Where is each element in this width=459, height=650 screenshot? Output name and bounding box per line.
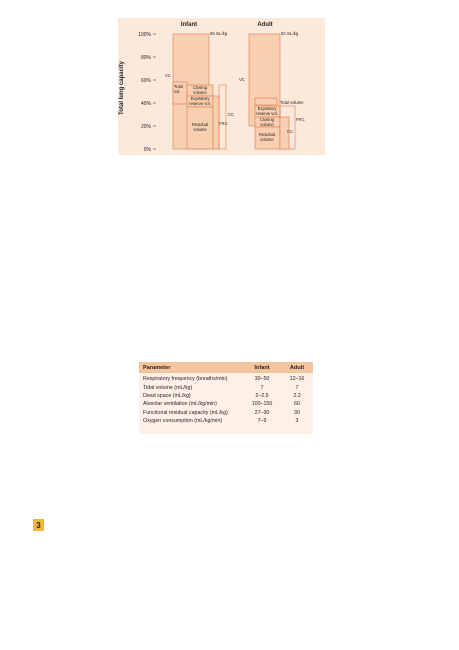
table-cell: Dead space (mL/kg) (143, 392, 191, 399)
adult-header: Adult (257, 22, 273, 28)
infant-top-label: 65 mL/kg (210, 31, 228, 36)
adult-tidal-label: Tidal volume (280, 100, 304, 105)
table-row (139, 383, 313, 391)
table-cell: 3 (295, 418, 299, 425)
header-infant: Infant (254, 364, 270, 371)
table-cell: 30 (294, 409, 300, 416)
table-cell: 27–30 (254, 409, 270, 416)
table-cell: Oxygen consumption (mL/kg/min) (143, 418, 223, 425)
y-axis-title: Total lung capacity (119, 61, 125, 115)
table-header-row (139, 362, 313, 373)
table-cell: 100–150 (251, 401, 273, 408)
table-cell: 30–50 (254, 376, 270, 383)
header-adult: Adult (289, 364, 305, 371)
table-cell: 7 (260, 384, 264, 391)
infant-header: Infant (180, 22, 198, 28)
infant-vc-label: VC (165, 73, 171, 78)
infant-cc-label: CC (228, 112, 235, 117)
table-cell: Respiratory frequency (breaths/min) (143, 376, 228, 383)
y-tick-label: 40% (140, 101, 151, 107)
infant-residual-label: Residual (191, 122, 209, 127)
infant-residual-label: volume (193, 127, 207, 132)
table-cell: 2.2 (293, 392, 301, 399)
table-cell: Alveolar ventilation (mL/kg/min) (143, 401, 217, 408)
lung-volume-figure (118, 18, 325, 155)
y-tick-label: 0% (143, 147, 151, 153)
adult-residual-label: volume (260, 137, 274, 142)
lung-volume-diagram (118, 18, 325, 155)
adult-column (239, 22, 305, 149)
table-cell: 60 (294, 401, 300, 408)
infant-closing-label: volume (193, 90, 207, 95)
table-cell: 7 (295, 384, 299, 391)
infant-frc-label: FRC (219, 121, 228, 126)
table-cell: Tidal volume (mL/kg) (143, 384, 193, 391)
infant-column (165, 22, 234, 149)
adult-frc-label: FRC (296, 117, 305, 122)
adult-expiratory-label: Expiratory (257, 106, 277, 111)
infant-cc-box (219, 85, 226, 149)
infant-expiratory-label: Expiratory (190, 96, 210, 101)
table-cell: 12–16 (289, 376, 305, 383)
adult-cc-label: CC (287, 129, 294, 134)
table-row (139, 392, 313, 400)
table-row (139, 417, 313, 425)
adult-top-label: 82 mL/kg (281, 31, 299, 36)
infant-tidal-label: vol. (174, 89, 181, 94)
table-row (139, 375, 313, 383)
infant-tidal-label: Tidal (174, 84, 183, 89)
section-number-badge: 3 (33, 519, 44, 531)
respiratory-parameters-table (139, 362, 313, 434)
table-row (139, 400, 313, 408)
adult-expiratory-label: reserve vol. (256, 111, 278, 116)
table-row (139, 409, 313, 417)
y-axis (138, 32, 156, 153)
y-tick-label: 100% (138, 32, 151, 38)
adult-closing-label: Closing (260, 117, 274, 122)
y-tick-label: 80% (140, 55, 151, 61)
table-cell: 7–9 (257, 418, 267, 425)
header-parameter: Parameter (143, 364, 171, 371)
adult-vc-label: VC (239, 77, 245, 82)
table-cell: Functional residual capacity (mL/kg) (143, 409, 228, 416)
y-tick-label: 60% (140, 78, 151, 84)
infant-closing-label: Closing (193, 85, 207, 90)
table-cell: 2–2.5 (255, 392, 269, 399)
adult-tidal-box (255, 98, 277, 105)
adult-residual-label: Residual (258, 132, 276, 137)
y-tick-label: 20% (140, 124, 151, 130)
infant-expiratory-label: reserve vol. (189, 101, 211, 106)
adult-closing-label: volume (260, 122, 274, 127)
